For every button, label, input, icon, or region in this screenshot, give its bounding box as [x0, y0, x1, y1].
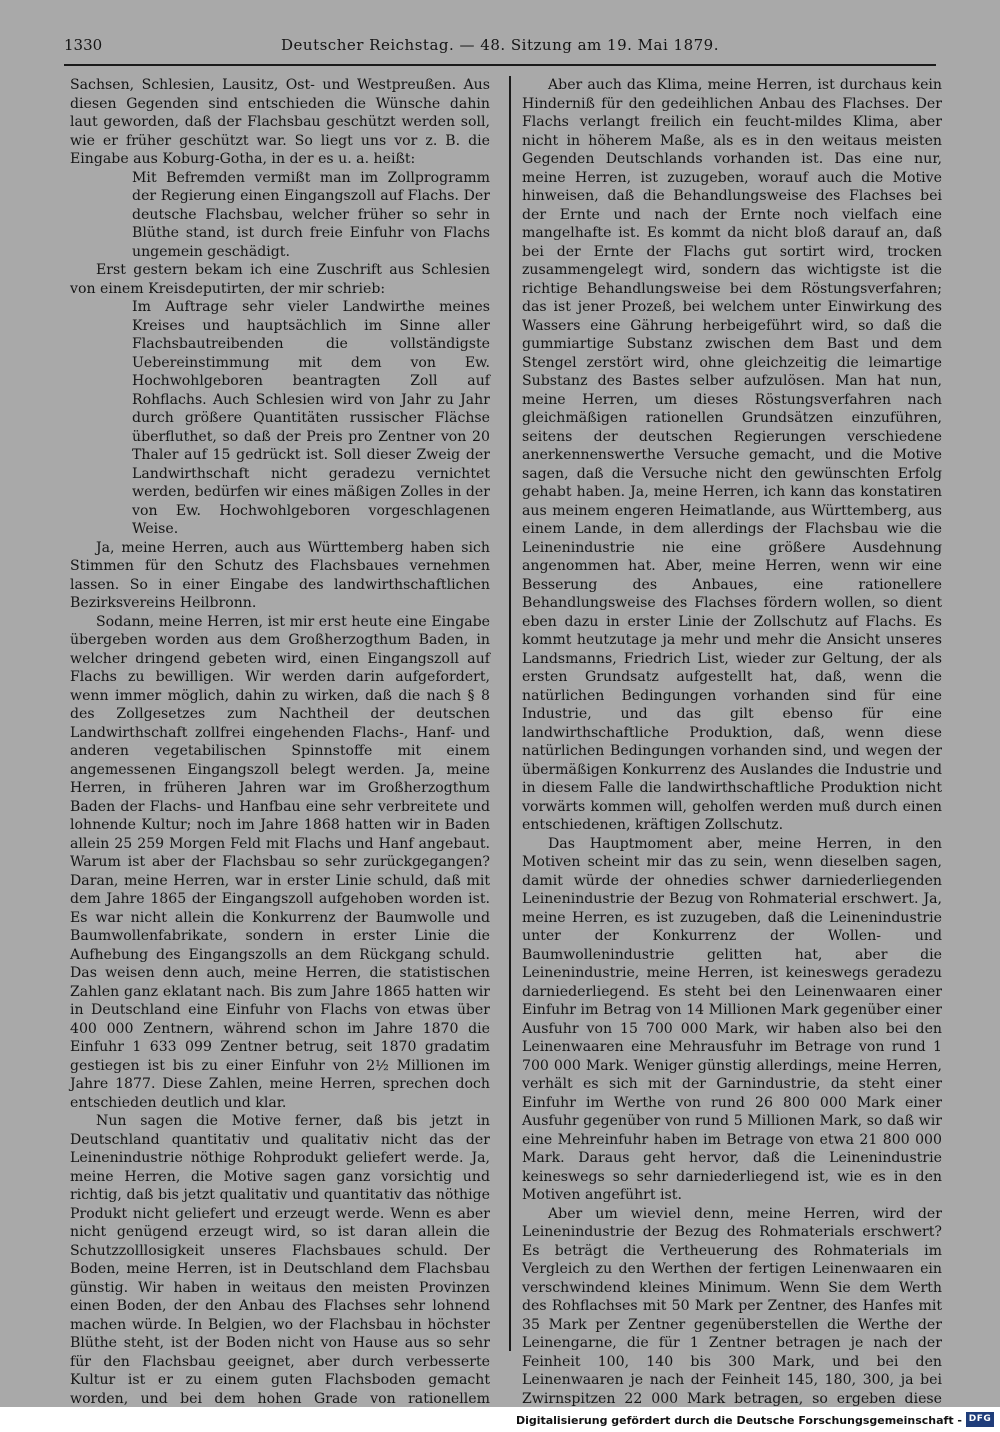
- paragraph: Das Hauptmoment aber, meine Herren, in den Motiven scheint mir das zu sein, wenn dieselben sagen, damit würde der ohnedies schwer darniederliegenden Leinenindustrie der Bezug von Rohmaterial erschwert. Ja, meine Herren, es ist zuzugeben, daß die Leinenindustrie unter der Konkurrenz der Wollen- und Baumwollenindustrie gelitten hat, aber die Leinenindustrie, meine Herren, ist keineswegs geradezu darniederliegend. Es steht bei den Leinenwaaren einer Einfuhr im Betrag von 14 Millionen Mark gegenüber einer Ausfuhr von 15 700 000 Mark, wir haben also bei den Leinenwaaren eine Mehrausfuhr im Betrage von rund 1 700 000 Mark. Weniger günstig allerdings, meine Herren, verhält es sich mit der Garnindustrie, da steht einer Einfuhr im Werthe von rund 26 800 000 Mark einer Ausfuhr gegenüber von rund 5 Millionen Mark, so daß wir eine Mehreinfuhr haben im Betrage von etwa 21 800 000 Mark. Daraus geht hervor, daß die Leinenindustrie keineswegs so sehr darniederliegend ist, wie es in den Motiven angeführt ist.: [522, 835, 942, 1203]
- running-title: Deutscher Reichstag. — 48. Sitzung am 19. Mai 1879.: [281, 36, 719, 54]
- digitization-footer: [0, 1411, 1000, 1431]
- header-rule: [64, 64, 936, 66]
- page-header: [64, 36, 936, 58]
- dfg-logo: DFG: [966, 1412, 994, 1427]
- paragraph: Sachsen, Schlesien, Lausitz, Ost- und Westpreußen. Aus diesen Gegenden sind entschieden die Wünsche dahin laut geworden, daß der Flachsbau geschützt werden soll, wie er früher geschützt war. So liegt uns vor z. B. die Eingabe aus Koburg-Gotha, in der es u. a. heißt:: [70, 77, 490, 167]
- left-column: [70, 76, 490, 1407]
- paragraph: Erst gestern bekam ich eine Zuschrift aus Schlesien von einem Kreisdeputirten, der mir schrieb:: [70, 262, 490, 297]
- funding-credit: Digitalisierung gefördert durch die Deutsche Forschungsgemeinschaft -: [515, 1414, 962, 1427]
- column-divider: [509, 76, 511, 1351]
- paragraph: Aber auch das Klima, meine Herren, ist durchaus kein Hinderniß für den gedeihlichen Anbau des Flachses. Der Flachs verlangt freilich ein feucht-mildes Klima, aber nicht in höherem Maße, als es in den weitaus meisten Gegenden Deutschlands vorhanden ist. Das eine nur, meine Herren, ist zuzugeben, worauf auch die Motive hinweisen, daß die Behandlungsweise des Flachses bei der Ernte und nach der Ernte noch vielfach eine mangelhafte ist. Es kommt da nicht bloß darauf an, daß bei der Ernte der Flachs gut sortirt wird, trocken zusammengelegt wird, sondern das wichtigste ist die richtige Behandlungsweise bei dem Röstungsverfahren; das ist jener Prozeß, bei welchem unter Einwirkung des Wassers eine Gährung herbeigeführt wird, so daß die gummiartige Substanz zwischen dem Bast und dem Stengel zerstört wird, ohne gleichzeitig die leimartige Substanz des Bastes selber aufzulösen. Man hat nun, meine Herren, um dieses Röstungsverfahren nach gleichmäßigen rationellen Grundsätzen einzuführen, seitens der deutschen Regierungen verschiedene anerkennenswerthe Versuche gemacht, und die Motive sagen, daß die Versuche nicht den gewünschten Erfolg gehabt haben. Ja, meine Herren, ich kann das konstatiren aus meinem engeren Heimatlande, aus Württemberg, aus einem Lande, in dem allerdings der Flachsbau wie die Leinenindustrie nie eine größere Ausdehnung angenommen hat. Aber, meine Herren, wenn wir eine Besserung des Anbaues, eine rationellere Behandlungsweise des Flachses fördern wollen, so dient eben dazu in erster Linie der Zollschutz auf Flachs. Es kommt heutzutage ja mehr und mehr die Ansicht unseres Landsmanns, Friedrich List, wieder zur Geltung, der als ersten Grundsatz aufgestellt hat, daß, wenn die natürlichen Bedingungen vorhanden sind für eine Industrie, und das gilt ebenso für eine landwirthschaftliche Produktion, daß, wenn diese natürlichen Bedingungen vorhanden sind, und wegen der übermäßigen Konkurrenz des Auslandes die Industrie und in diesem Falle die landwirthschaftliche Produktion nicht vorwärts kommen will, geholfen werden muß durch einen entschiedenen, kräftigen Zollschutz.: [522, 77, 942, 833]
- paragraph: Ja, meine Herren, auch aus Württemberg haben sich Stimmen für den Schutz des Flachsbaues vernehmen lassen. So in einer Eingabe des landwirthschaftlichen Bezirksvereins Heilbronn.: [70, 539, 490, 611]
- right-column: [522, 76, 942, 1407]
- page-number: 1330: [64, 36, 103, 54]
- paragraph: Nun sagen die Motive ferner, daß bis jetzt in Deutschland quantitativ und qualitativ nicht das der Leinenindustrie nöthige Rohprodukt geliefert werde. Ja, meine Herren, die Motive sagen ganz vorsichtig und richtig, daß bis jetzt qualitativ und quantitativ das nöthige Produkt nicht geliefert und erzeugt werde. Wenn es aber nicht genügend erzeugt wird, so ist daran allein die Schutzzolllosigkeit unseres Flachsbaues schuld. Der Boden, meine Herren, ist in Deutschland dem Flachsbau günstig. Wir haben in weitaus den meisten Provinzen einen Boden, der den Anbau des Flachses sehr lohnend machen würde. In Belgien, wo der Flachsbau in höchster Blüthe steht, ist der Boden nicht von Hause aus so sehr für den Flachsbau geeignet, aber durch verbesserte Kultur ist er zu einem guten Flachsboden gemacht worden, und bei dem hohen Grade von rationellem: [70, 1113, 490, 1407]
- paragraph: Aber um wieviel denn, meine Herren, wird der Leinenindustrie der Bezug des Rohmaterials erschwert? Es beträgt die Vertheuerung des Rohmaterials im Vergleich zu den Werthen der fertigen Leinenwaaren ein verschwindend kleines Minimum. Wenn Sie dem Werth des Rohflachses mit 50 Mark per Zentner, des Hanfes mit 35 Mark per Zentner gegenüberstellen die Werthe der Leinengarne, die für 1 Zentner betragen je nach der Feinheit 100, 140 bis 300 Mark, und bei den Leinenwaaren je nach der Feinheit 145, 180, 300, ja bei Zwirnspitzen 22 000 Mark betragen, so ergeben diese: [522, 1205, 942, 1407]
- paragraph: Sodann, meine Herren, ist mir erst heute eine Eingabe übergeben worden aus dem Großherzogthum Baden, in welcher dringend gebeten wird, einen Eingangszoll auf Flachs zu bewilligen. Wir werden darin aufgefordert, wenn immer möglich, dahin zu wirken, daß die nach § 8 des Zollgesetzes zum Nachtheil der deutschen Landwirthschaft zollfrei eingehenden Flachs-, Hanf- und anderen vegetabilischen Spinnstoffe mit einem angemessenen Eingangszoll belegt werden. Ja, meine Herren, in früheren Jahren war im Großherzogthum Baden der Flachs- und Hanfbau eine sehr verbreitete und lohnende Kultur; noch im Jahre 1868 hatten wir in Baden allein 25 259 Morgen Feld mit Flachs und Hanf angebaut. Warum ist aber der Flachsbau so sehr zurückgegangen? Daran, meine Herren, war in erster Linie schuld, daß mit dem Jahre 1865 der Eingangszoll aufgehoben worden ist. Es war nicht allein die Konkurrenz der Baumwolle und Baumwollenfabrikate, sondern in erster Linie die Aufhebung des Eingangszolls an dem Rückgang schuld. Das weisen denn auch, meine Herren, die statistischen Zahlen ganz eklatant nach. Bis zum Jahre 1865 hatten wir in Deutschland eine Einfuhr von Flachs von etwas über 400 000 Zentnern, während schon im Jahre 1870 die Einfuhr 1 633 099 Zentner betrug, seit 1870 gradatim gestiegen ist bis zu einer Einfuhr von 2½ Millionen im Jahre 1877. Diese Zahlen, meine Herren, sprechen doch entschieden deutlich und klar.: [70, 613, 490, 1111]
- block-quote: Im Auftrage sehr vieler Landwirthe meines Kreises und hauptsächlich im Sinne aller Flachsbautreibenden die vollständigste Uebereinstimmung mit dem von Ew. Hochwohlgeboren beantragten Zoll auf Rohflachs. Auch Schlesien wird von Jahr zu Jahr durch größere Quantitäten russischer Flächse überfluthet, so daß der Preis pro Zentner von 20 Thaler auf 15 gedrückt ist. Soll dieser Zweig der Landwirthschaft nicht geradezu vernichtet werden, bedürfen wir eines mäßigen Zolles in der von Ew. Hochwohlgeboren vorgeschlagenen Weise.: [132, 299, 490, 537]
- block-quote: Mit Befremden vermißt man im Zollprogramm der Regierung einen Eingangszoll auf Flachs. Der deutsche Flachsbau, welcher früher so sehr in Blüthe stand, ist durch freie Einfuhr von Flachs ungemein geschädigt.: [132, 169, 490, 260]
